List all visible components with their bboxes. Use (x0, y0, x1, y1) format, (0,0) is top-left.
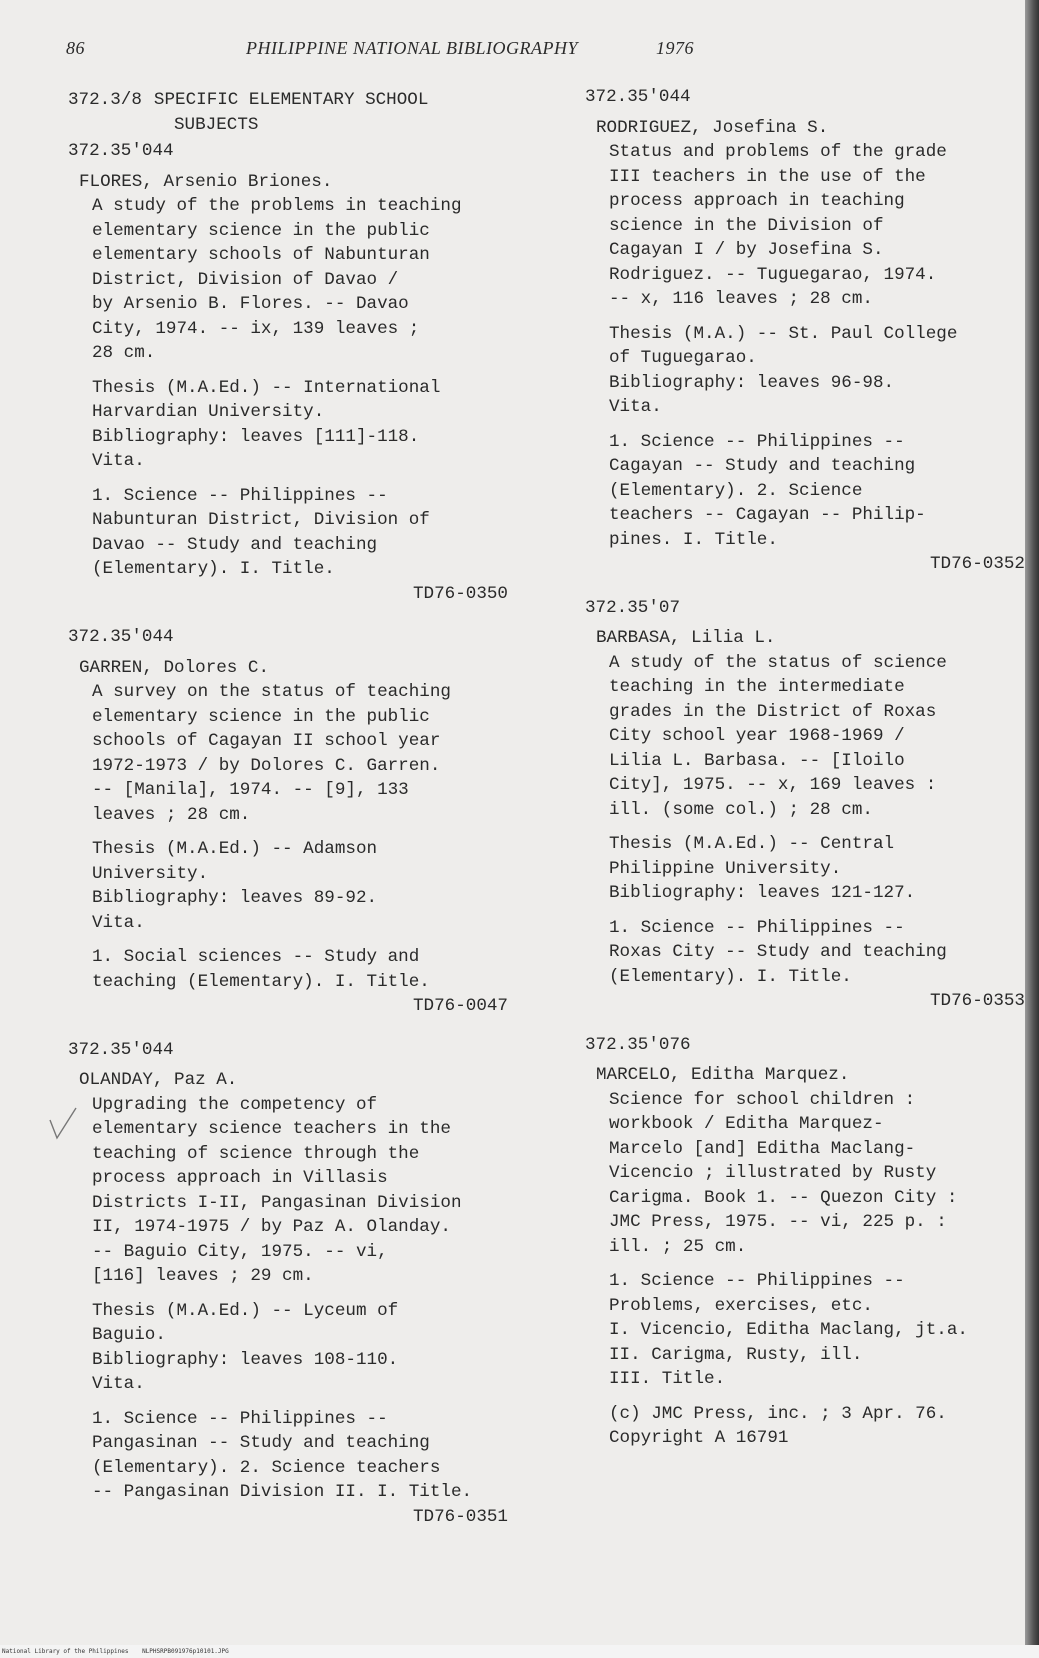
entry-class-no: 372.35'044 (68, 141, 174, 161)
scan-file-id: NLPHSRPB091976p10101.JPG (142, 1648, 229, 1655)
pencil-check-mark-icon (48, 1106, 78, 1142)
entry-description: A survey on the status of teaching elementary science in the public schools of Cagayan II school year 1972-1973 / by Dolores C. Garren. -- [Manila], 1974. -- [9], 133 leaves ; 28 cm. (92, 682, 451, 825)
entry-author: RODRIGUEZ, Josefina S. (596, 117, 829, 138)
entry-class-no: 372.35'044 (68, 627, 174, 647)
entry-notes: Thesis (M.A.Ed.) -- International Harvardian University. Bibliography: leaves [111]-118. Vita. (92, 377, 441, 471)
section-title-line2: SUBJECTS (174, 114, 259, 135)
entry-author: OLANDAY, Paz A. (79, 1070, 238, 1090)
entry-notes: Thesis (M.A.Ed.) -- Lyceum of Baguio. Bibliography: leaves 108-110. Vita. (92, 1300, 399, 1394)
entry-author: GARREN, Dolores C. (79, 657, 270, 678)
entry-subjects: 1. Social sciences -- Study and teaching (Elementary). I. Title. (92, 947, 430, 992)
entry-description: A study of the problems in teaching elementary science in the public elementary schools of Nabunturan District, Division of Davao / by Arsenio B. Flores. -- Davao City, 1974. -- ix, 139 leaves ; 28 cm. (92, 196, 462, 363)
section-title-line1: SPECIFIC ELEMENTARY SCHOOL (153, 90, 429, 110)
bib-entry (585, 85, 1025, 577)
entry-author: FLORES, Arsenio Briones. (79, 171, 333, 192)
entry-td-number: TD76-0047 (412, 996, 508, 1016)
entry-description: Upgrading the competency of elementary science teachers in the teaching of science through the process approach in Villasis Districts I-II, Pangasinan Division II, 1974-1975 / by Paz A. Olanday. -- Baguio City, 1975. -- vi, [116] leaves ; 29 cm. (92, 1094, 462, 1286)
entry-copyright: (c) JMC Press, inc. ; 3 Apr. 76. Copyright A 16791 (609, 1403, 947, 1448)
scan-library-name: National Library of the Philippines (2, 1648, 129, 1655)
page-number: 86 (66, 38, 85, 58)
left-column (68, 88, 508, 1548)
running-title: PHILIPPINE NATIONAL BIBLIOGRAPHY (246, 38, 578, 58)
entry-description: Science for school children : workbook / Editha Marquez- Marcelo [and] Editha Maclang- Vicencio ; illustrated by Rusty Carigma. Book 1. -- Quezon City : JMC Press, 1975. -- vi, 225 p. : ill. ; 25 cm. (609, 1089, 958, 1257)
entry-subjects: 1. Science -- Philippines -- Pangasinan -- Study and teaching (Elementary). 2. Science teachers -- Pangasinan Division II. I. Title. (92, 1408, 473, 1502)
entry-author: BARBASA, Lilia L. (596, 628, 776, 648)
page-edge-shadow (1025, 0, 1039, 1658)
entry-notes: Thesis (M.A.Ed.) -- Central Philippine University. Bibliography: leaves 121-127. (609, 834, 916, 903)
entry-subjects: 1. Science -- Philippines -- Roxas City -- Study and teaching (Elementary). I. Title. (609, 917, 947, 987)
entry-td-number: TD76-0350 (412, 583, 508, 604)
entry-td-number: TD76-0353 (929, 991, 1025, 1011)
bib-entry (68, 139, 508, 606)
entry-class-no: 372.35'07 (585, 597, 681, 618)
entry-td-number: TD76-0352 (929, 554, 1025, 574)
section-heading (68, 88, 508, 137)
entry-description: Status and problems of the grade III teachers in the use of the process approach in teaching science in the Division of Cagayan I / by Josefina S. Rodriguez. -- Tuguegarao, 1974. -- x, 116 leaves ; 28 cm. (609, 142, 947, 309)
bib-entry (68, 625, 508, 1019)
bib-entry (585, 596, 1025, 1014)
scan-footer (0, 1645, 1039, 1658)
right-column (585, 85, 1025, 1470)
entry-subject-headings: 1. Science -- Philippines -- Problems, exercises, etc. I. Vicencio, Editha Maclang, jt.a. II. Carigma, Rusty, ill. III. Title. (609, 1271, 968, 1389)
section-class-no: 372.3/8 (68, 90, 142, 110)
entry-notes: Thesis (M.A.) -- St. Paul College of Tuguegarao. Bibliography: leaves 96-98. Vita. (609, 323, 958, 417)
entry-subjects: 1. Science -- Philippines -- Cagayan -- Study and teaching (Elementary). 2. Science teachers -- Cagayan -- Philip- pines. I. Title. (609, 431, 926, 550)
entry-class-no: 372.35'044 (68, 1039, 174, 1060)
entry-class-no: 372.35'076 (585, 1034, 691, 1055)
entry-td-number: TD76-0351 (412, 1506, 508, 1527)
entry-class-no: 372.35'044 (585, 87, 691, 107)
entry-subjects: 1. Science -- Philippines -- Nabunturan District, Division of Davao -- Study and teaching (Elementary). I. Title. (92, 485, 430, 579)
entry-notes: Thesis (M.A.Ed.) -- Adamson University. Bibliography: leaves 89-92. Vita. (92, 839, 378, 933)
bib-entry (68, 1038, 508, 1530)
entry-description: A study of the status of science teaching in the intermediate grades in the District of Roxas City school year 1968-1969 / Lilia L. Barbasa. -- [Iloilo City], 1975. -- x, 169 leaves : ill. (some col.) ; 28 cm. (609, 652, 947, 820)
bib-entry (585, 1033, 1025, 1451)
running-year: 1976 (656, 38, 694, 58)
entry-author: MARCELO, Editha Marquez. (596, 1065, 850, 1085)
